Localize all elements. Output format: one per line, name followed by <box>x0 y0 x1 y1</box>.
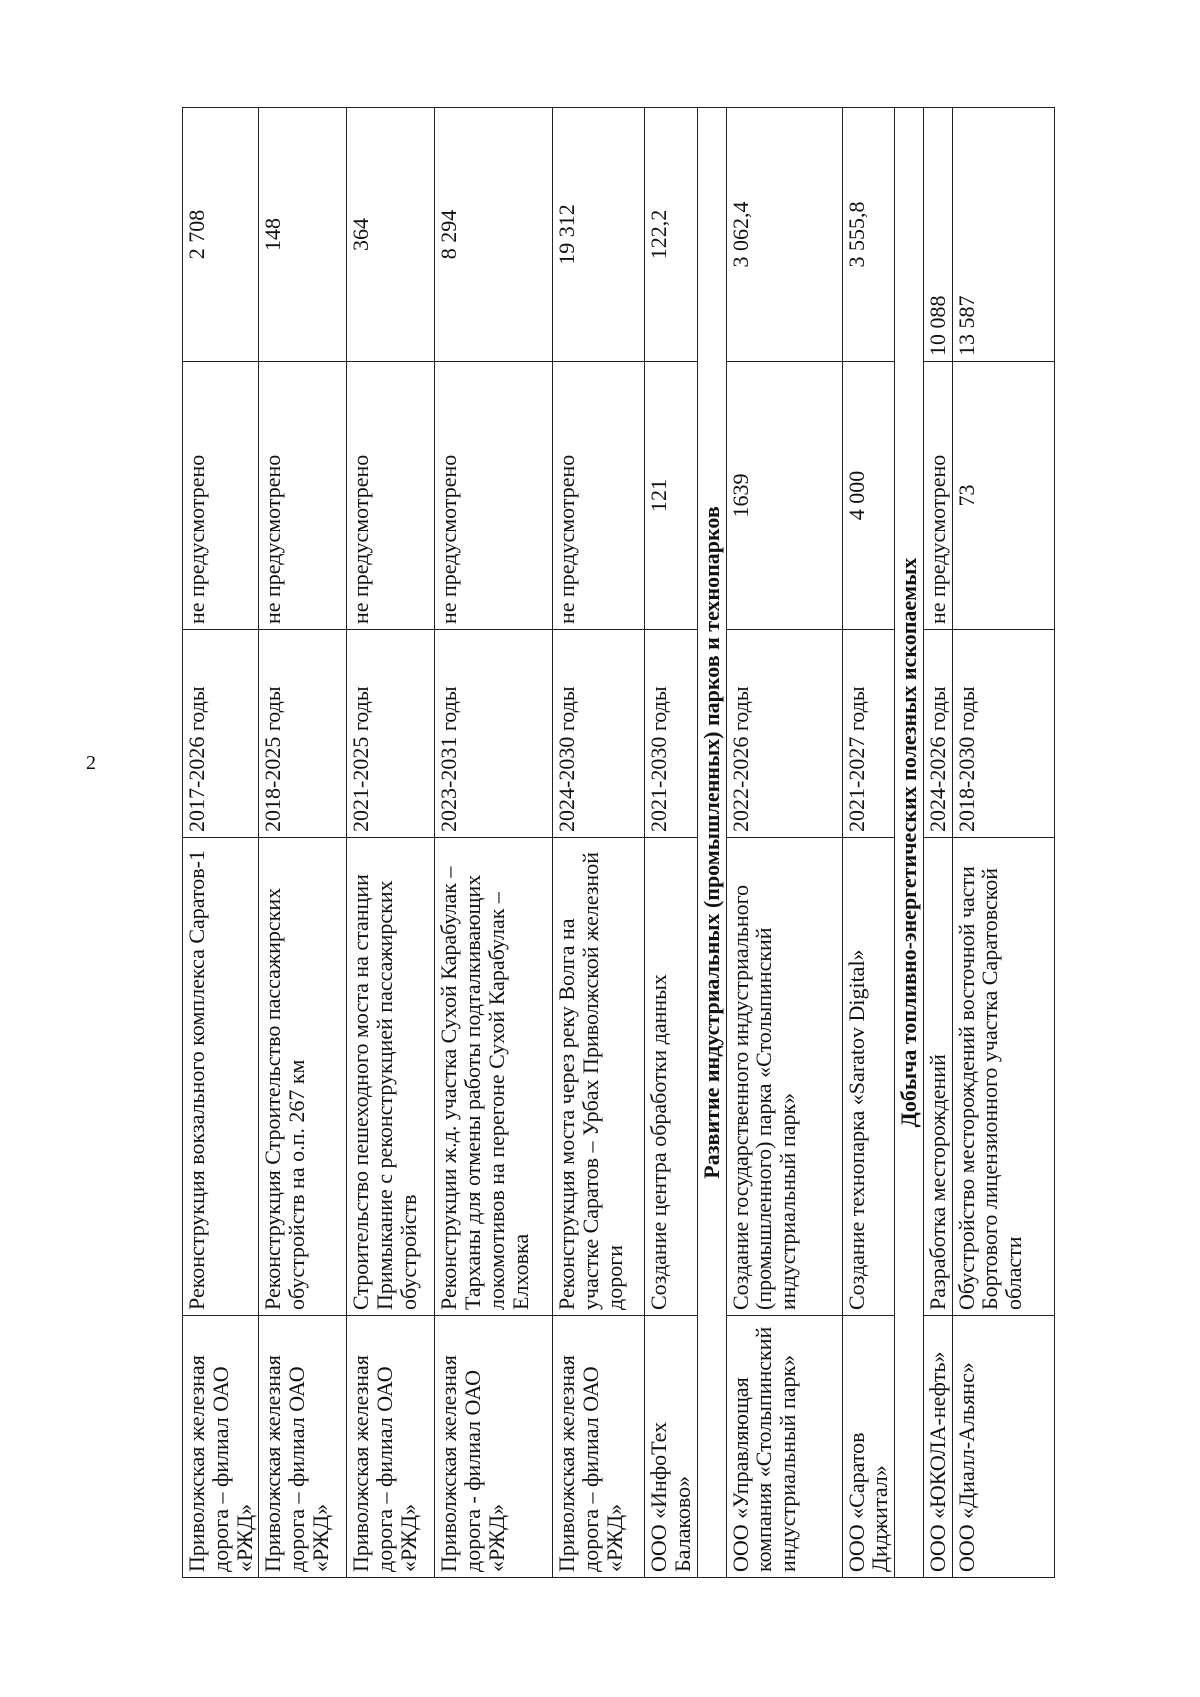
project-cell: Реконструкция моста через реку Волга на участке Саратов – Урбах Приволжской железной дороги <box>553 838 645 1316</box>
investment-cell: 364 <box>347 108 435 362</box>
period-cell: 2021-2025 годы <box>347 630 435 838</box>
table-row <box>952 108 1054 1578</box>
investment-cell: 8 294 <box>435 108 553 362</box>
jobs-cell: не предусмотрено <box>259 362 347 630</box>
investment-cell: 148 <box>259 108 347 362</box>
period-cell: 2021-2027 годы <box>842 630 895 838</box>
period-cell: 2023-2031 годы <box>435 630 553 838</box>
section-title-mining: Добыча топливно-энергетических полезных ископаемых <box>895 108 924 1578</box>
org-cell: Приволжская железная дорога - филиал ОАО «РЖД» <box>435 1316 553 1578</box>
jobs-cell: не предусмотрено <box>923 362 952 630</box>
table-row <box>645 108 698 1578</box>
org-cell: Приволжская железная дорога – филиал ОАО «РЖД» <box>347 1316 435 1578</box>
project-cell: Создание технопарка «Saratov Digital» <box>842 838 895 1316</box>
jobs-cell: не предусмотрено <box>347 362 435 630</box>
table-row <box>183 108 259 1578</box>
table-row <box>435 108 553 1578</box>
jobs-cell: 121 <box>645 362 698 630</box>
period-cell: 2018-2025 годы <box>259 630 347 838</box>
period-cell: 2024-2030 годы <box>553 630 645 838</box>
table-row <box>726 108 842 1578</box>
jobs-cell: не предусмотрено <box>435 362 553 630</box>
jobs-cell: не предусмотрено <box>553 362 645 630</box>
table-row <box>923 108 952 1578</box>
project-cell: Реконструкция вокзального комплекса Саратов-1 <box>183 838 259 1316</box>
org-cell: ООО «Диалл-Альянс» <box>952 1316 1054 1578</box>
jobs-cell: не предусмотрено <box>183 362 259 630</box>
investment-cell: 13 587 <box>952 108 1054 362</box>
project-cell: Разработка месторождений <box>923 838 952 1316</box>
org-cell: ООО «ЮКОЛА-нефть» <box>923 1316 952 1578</box>
project-cell: Реконструкция Строительство пассажирских обустройств на о.п. 267 км <box>259 838 347 1316</box>
org-cell: ООО «ИнфоТех Балаково» <box>645 1316 698 1578</box>
org-cell: ООО «Управляющая компания «Столыпинский индустриальный парк» <box>726 1316 842 1578</box>
investment-cell: 2 708 <box>183 108 259 362</box>
period-cell: 2017-2026 годы <box>183 630 259 838</box>
project-cell: Строительство пешеходного моста на станции Примыкание с реконструкцией пассажирских обустройств <box>347 838 435 1316</box>
project-cell: Создание центра обработки данных <box>645 838 698 1316</box>
page-number: 2 <box>86 752 96 774</box>
table-row <box>347 108 435 1578</box>
project-cell: Реконструкции ж.д. участка Сухой Карабулак – Тарханы для отмены работы подталкивающих локомотивов на перегоне Сухой Карабулак – Елховка <box>435 838 553 1316</box>
jobs-cell: 73 <box>952 362 1054 630</box>
jobs-cell: 1639 <box>726 362 842 630</box>
investment-cell: 3 062,4 <box>726 108 842 362</box>
rotated-table-wrapper <box>182 108 1026 1578</box>
period-cell: 2018-2030 годы <box>952 630 1054 838</box>
jobs-cell: 4 000 <box>842 362 895 630</box>
table-row <box>259 108 347 1578</box>
period-cell: 2021-2030 годы <box>645 630 698 838</box>
table-row <box>842 108 895 1578</box>
section-title-parks: Развитие индустриальных (промышленных) парков и технопарков <box>697 108 726 1578</box>
investment-projects-table <box>182 107 1055 1578</box>
investment-cell: 3 555,8 <box>842 108 895 362</box>
section-header-row <box>895 108 924 1578</box>
org-cell: Приволжская железная дорога – филиал ОАО «РЖД» <box>259 1316 347 1578</box>
investment-cell: 19 312 <box>553 108 645 362</box>
period-cell: 2024-2026 годы <box>923 630 952 838</box>
org-cell: Приволжская железная дорога – филиал ОАО «РЖД» <box>553 1316 645 1578</box>
project-cell: Создание государственного индустриального (промышленного) парка «Столыпинский индустриальный парк» <box>726 838 842 1316</box>
project-cell: Обустройство месторождений восточной части Бортового лицензионного участка Саратовской области <box>952 838 1054 1316</box>
org-cell: Приволжская железная дорога – филиал ОАО «РЖД» <box>183 1316 259 1578</box>
org-cell: ООО «Саратов Диджитал» <box>842 1316 895 1578</box>
investment-cell: 122,2 <box>645 108 698 362</box>
section-header-row <box>697 108 726 1578</box>
table-row <box>553 108 645 1578</box>
period-cell: 2022-2026 годы <box>726 630 842 838</box>
investment-cell: 10 088 <box>923 108 952 362</box>
